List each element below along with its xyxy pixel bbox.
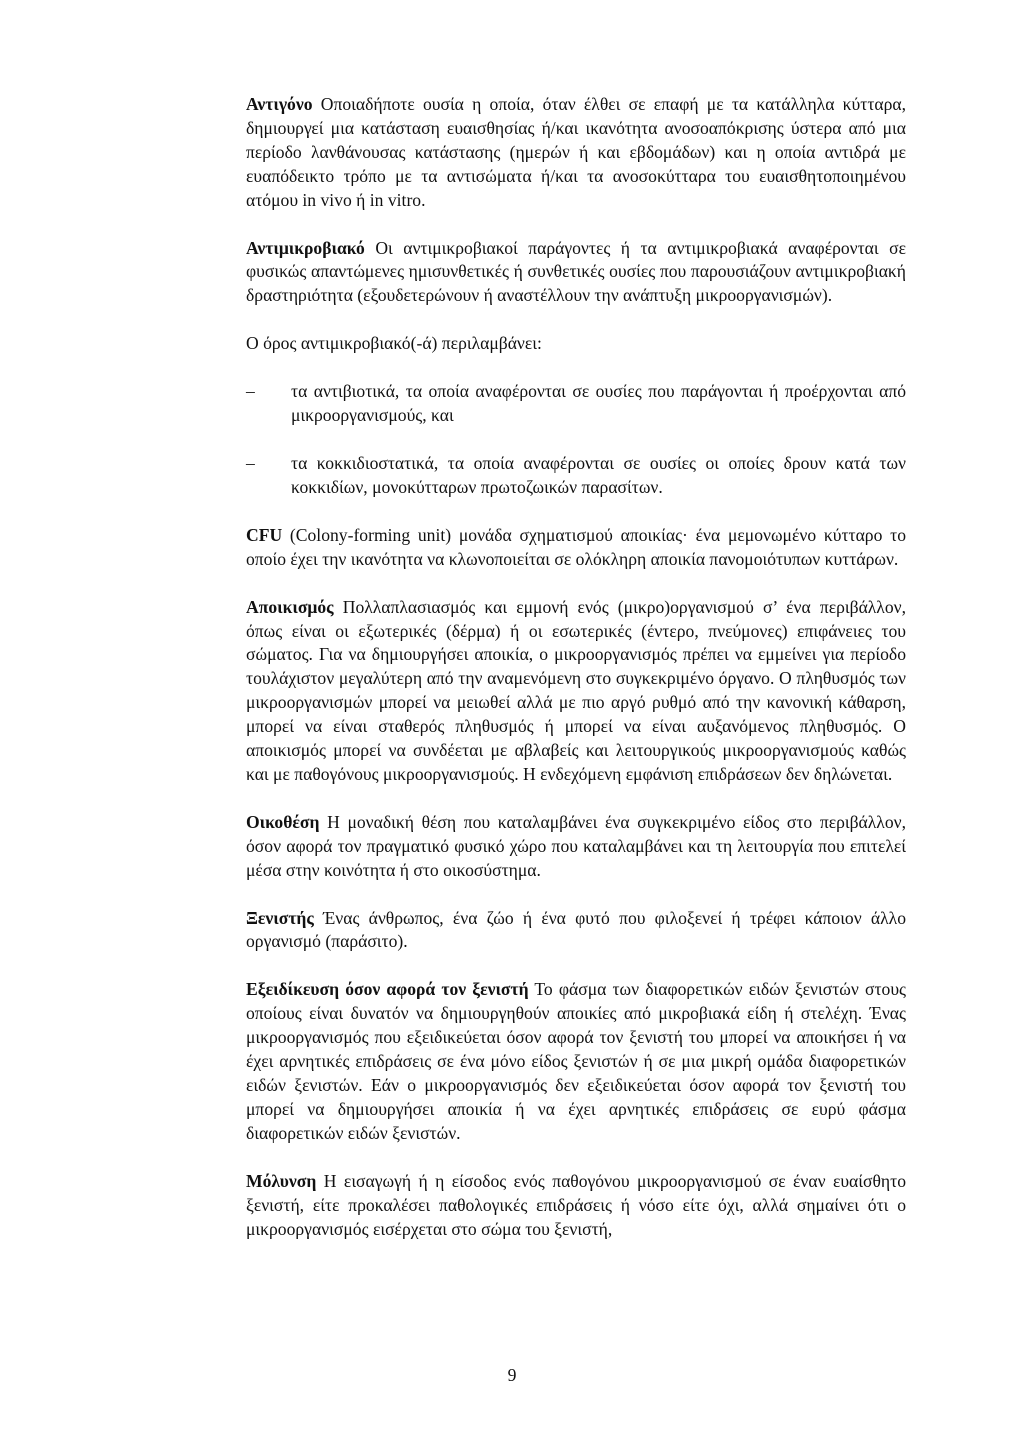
list-item-text: τα κοκκιδιοστατικά, τα οποία αναφέρονται σε ουσίες οι οποίες δρουν κατά των κοκκιδίων, μονοκύτταρων πρωτοζωικών παρασίτων. — [291, 452, 906, 497]
term-cfu: CFU — [246, 524, 283, 545]
definition-host-specificity — [246, 978, 906, 1145]
dash-bullet: – — [246, 381, 255, 402]
definition-text: Οποιαδήποτε ουσία η οποία, όταν έλθει σε επαφή με τα κατάλληλα κύτταρα, δημιουργεί μια κατάσταση ευαισθησίας ή/και ικανότητα ανοσοαπόκρισης ύστερα από μια περίοδο λανθάνουσας κατάστασης (ημερών ή και εβδομάδων) και η οποία αντιδρά με ευαπόδεικτο τρόπο με τα αντισώματα ή/και τα ανοσοκύτταρα του ευαισθητοποιημένου ατόμου in vivo ή in vitro. — [246, 94, 906, 210]
antimicrobial-list — [246, 380, 906, 500]
term-infection: Μόλυνση — [246, 1170, 317, 1191]
definition-antigen — [246, 93, 906, 213]
definition-infection — [246, 1170, 906, 1242]
term-antimicrobial: Αντιμικροβιακό — [246, 237, 365, 258]
list-item — [246, 380, 906, 428]
dash-bullet: – — [246, 452, 255, 473]
definition-colonization — [246, 596, 906, 787]
definition-antimicrobial — [246, 237, 906, 309]
definition-text: Οι αντιμικροβιακοί παράγοντες ή τα αντιμικροβιακά αναφέρονται σε φυσικώς απαντώμενες ημισυνθετικές ή συνθετικές ουσίες που παρουσιάζουν αντιμικροβιακή δραστηριότητα (εξουδετερώνουν ή αναστέλλουν την ανάπτυξη μικροοργανισμών). — [246, 237, 906, 306]
page-number: 9 — [507, 1365, 517, 1385]
definition-niche — [246, 811, 906, 883]
definition-host — [246, 907, 906, 955]
term-host-specificity: Εξειδίκευση όσον αφορά τον ξενιστή — [246, 979, 529, 1000]
definition-text: (Colony-forming unit) μονάδα σχηματισμού αποικίας· ένα μεμονωμένο κύτταρο το οποίο έχει την ικανότητα να κλωνοποιείται σε ολόκληρη αποικία πανομοιότυπων κυττάρων. — [246, 524, 906, 569]
definition-text: Πολλαπλασιασμός και εμμονή ενός (μικρο)οργανισμού σ’ ένα περιβάλλον, όπως είναι οι εξωτερικές (δέρμα) ή οι εσωτερικές (έντερο, πνεύμονες) επιφάνειες του σώματος. Για να δημιουργήσει αποικία, ο μικροοργανισμός πρέπει να εμμείνει για περίοδο τουλάχιστον μεγαλύτερη από την αναμενόμενη στο συγκεκριμένο όργανο. Ο πληθυσμός των μικροοργανισμών μπορεί να μειωθεί αλλά με πιο αργό ρυθμό από την κανονική κάθαρση, μπορεί να είναι σταθερός πληθυσμός ή μπορεί να είναι αυξανόμενος πληθυσμός. Ο αποικισμός μπορεί να συνδέεται με αβλαβείς και λειτουργικούς μικροοργανισμούς καθώς και με παθογόνους μικροοργανισμούς. Η ενδεχόμενη εμφάνιση επιδράσεων δεν δηλώνεται. — [246, 596, 906, 784]
term-host: Ξενιστής — [246, 907, 314, 928]
list-item — [246, 452, 906, 500]
list-item-text: τα αντιβιοτικά, τα οποία αναφέρονται σε ουσίες που παράγονται ή προέρχονται από μικροοργανισμούς, και — [291, 381, 906, 426]
term-colonization: Αποικισμός — [246, 596, 334, 617]
term-niche: Οικοθέση — [246, 811, 320, 832]
definition-cfu — [246, 524, 906, 572]
page-body — [246, 93, 906, 1265]
definition-text: Η εισαγωγή ή η είσοδος ενός παθογόνου μικροοργανισμού σε έναν ευαίσθητο ξενιστή, είτε προκαλέσει παθολογικές επιδράσεις ή νόσο είτε όχι, αλλά σημαίνει ότι ο μικροοργανισμός εισέρχεται στο σώμα του ξενιστή, — [246, 1170, 906, 1239]
antimicrobial-intro: Ο όρος αντιμικροβιακό(-ά) περιλαμβάνει: — [246, 333, 542, 354]
definition-text: Το φάσμα των διαφορετικών ειδών ξενιστών στους οποίους είναι δυνατόν να δημιουργηθούν αποικίες από μικροβιακά είδη ή στελέχη. Ένας μικροοργανισμός που εξειδικεύεται όσον αφορά τον ξενιστή του μπορεί να αποικήσει ή να έχει αρνητικές επιδράσεις σε ένα μόνο είδος ξενιστών ή σε μια μικρή ομάδα διαφορετικών ειδών ξενιστών. Εάν ο μικροοργανισμός δεν εξειδικεύεται όσον αφορά τον ξενιστή του μπορεί να δημιουργήσει αποικία ή να έχει αρνητικές επιδράσεις σε ευρύ φάσμα διαφορετικών ειδών ξενιστών. — [246, 979, 906, 1143]
definition-text: Ένας άνθρωπος, ένα ζώο ή ένα φυτό που φιλοξενεί ή τρέφει κάποιον άλλο οργανισμό (παράσιτο). — [246, 907, 906, 952]
term-antigen: Αντιγόνο — [246, 94, 313, 114]
definition-text: Η μοναδική θέση που καταλαμβάνει ένα συγκεκριμένο είδος στο περιβάλλον, όσον αφορά τον πραγματικό φυσικό χώρο που καταλαμβάνει και τη λειτουργία που επιτελεί μέσα στην κοινότητα ή στο οικοσύστημα. — [246, 811, 906, 880]
